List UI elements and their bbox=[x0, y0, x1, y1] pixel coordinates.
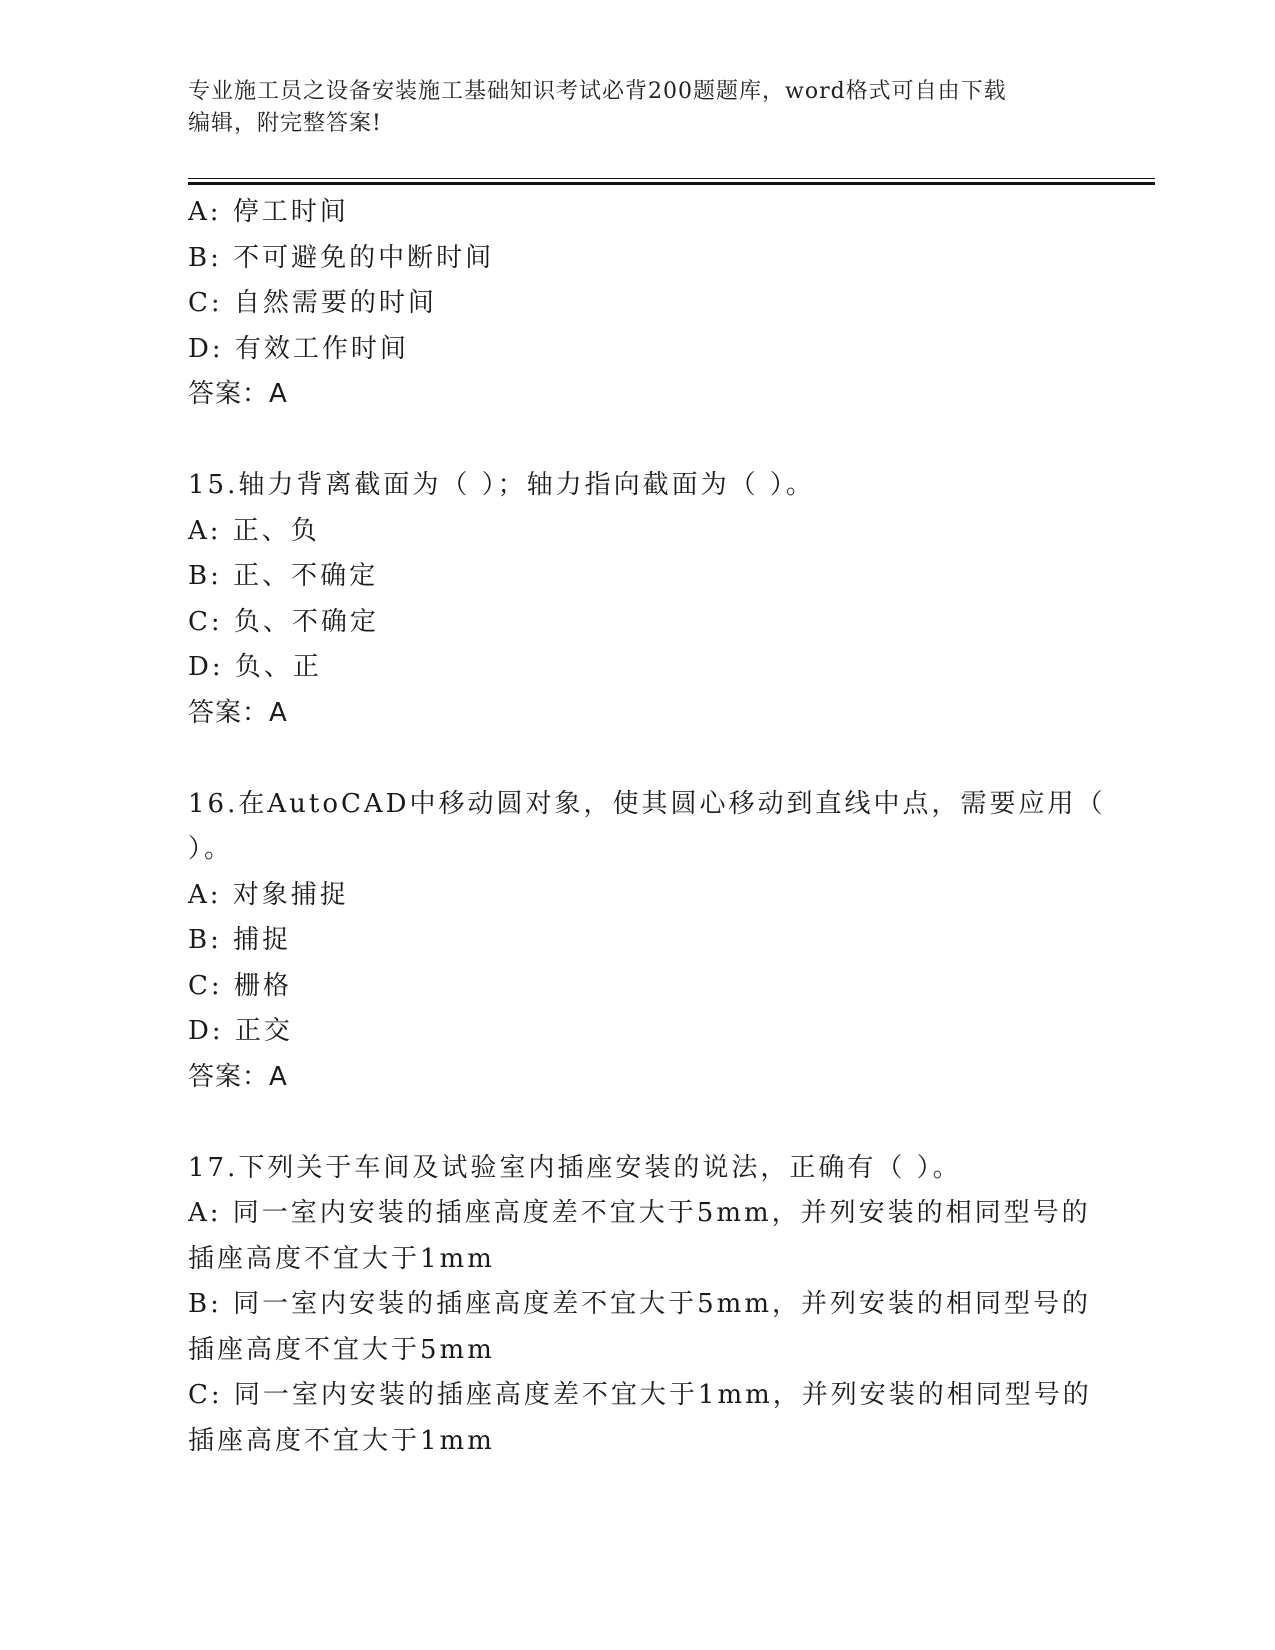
question-15 bbox=[188, 463, 1088, 736]
question-14-options bbox=[188, 190, 1088, 418]
option-c-continued: 插座高度不宜大于1mm bbox=[188, 1425, 495, 1456]
option-a: A: 正、负 bbox=[188, 515, 320, 546]
option-c: C: 同一室内安装的插座高度差不宜大于1mm，并列安装的相同型号的 bbox=[188, 1380, 1092, 1410]
question-content bbox=[188, 190, 1106, 1464]
option-b: B: 不可避免的中断时间 bbox=[188, 242, 495, 273]
spacer bbox=[188, 418, 1088, 464]
question-17 bbox=[188, 1146, 1092, 1465]
question-stem-continued: ）。 bbox=[188, 834, 234, 864]
header-line-1: 专业施工员之设备安装施工基础知识考试必背200题题库，word格式可自由下载 bbox=[188, 79, 1007, 104]
option-a-continued: 插座高度不宜大于1mm bbox=[188, 1243, 495, 1274]
option-b: B: 同一室内安装的插座高度差不宜大于5mm，并列安装的相同型号的 bbox=[188, 1289, 1091, 1319]
option-d: D: 负、正 bbox=[188, 652, 322, 682]
option-d: D: 有效工作时间 bbox=[188, 333, 409, 364]
spacer bbox=[188, 1100, 1088, 1146]
option-c: C: 自然需要的时间 bbox=[188, 288, 437, 318]
header-divider-thin bbox=[188, 178, 1155, 179]
answer-line: 答案：A bbox=[188, 379, 288, 409]
document-header bbox=[188, 76, 1088, 140]
option-a: A: 停工时间 bbox=[188, 197, 349, 227]
answer-line: 答案：A bbox=[188, 1061, 288, 1092]
question-16 bbox=[188, 782, 1106, 1101]
answer-line: 答案：A bbox=[188, 697, 288, 728]
question-stem: 15.轴力背离截面为（ ）；轴力指向截面为（ ）。 bbox=[188, 470, 815, 500]
option-c: C: 负、不确定 bbox=[188, 606, 379, 637]
option-b: B: 正、不确定 bbox=[188, 561, 379, 591]
option-b-continued: 插座高度不宜大于5mm bbox=[188, 1334, 495, 1365]
option-b: B: 捕捉 bbox=[188, 925, 292, 955]
option-a: A: 对象捕捉 bbox=[188, 879, 349, 910]
question-stem: 16.在AutoCAD中移动圆对象，使其圆心移动到直线中点，需要应用（ bbox=[188, 788, 1106, 819]
header-line-2: 编辑，附完整答案! bbox=[188, 111, 382, 136]
header-divider-thick bbox=[188, 182, 1155, 185]
option-a: A: 同一室内安装的插座高度差不宜大于5mm，并列安装的相同型号的 bbox=[188, 1198, 1091, 1228]
question-stem: 17.下列关于车间及试验室内插座安装的说法，正确有（ ）。 bbox=[188, 1152, 962, 1183]
option-c: C: 栅格 bbox=[188, 970, 292, 1001]
spacer bbox=[188, 736, 1088, 782]
option-d: D: 正交 bbox=[188, 1016, 293, 1046]
